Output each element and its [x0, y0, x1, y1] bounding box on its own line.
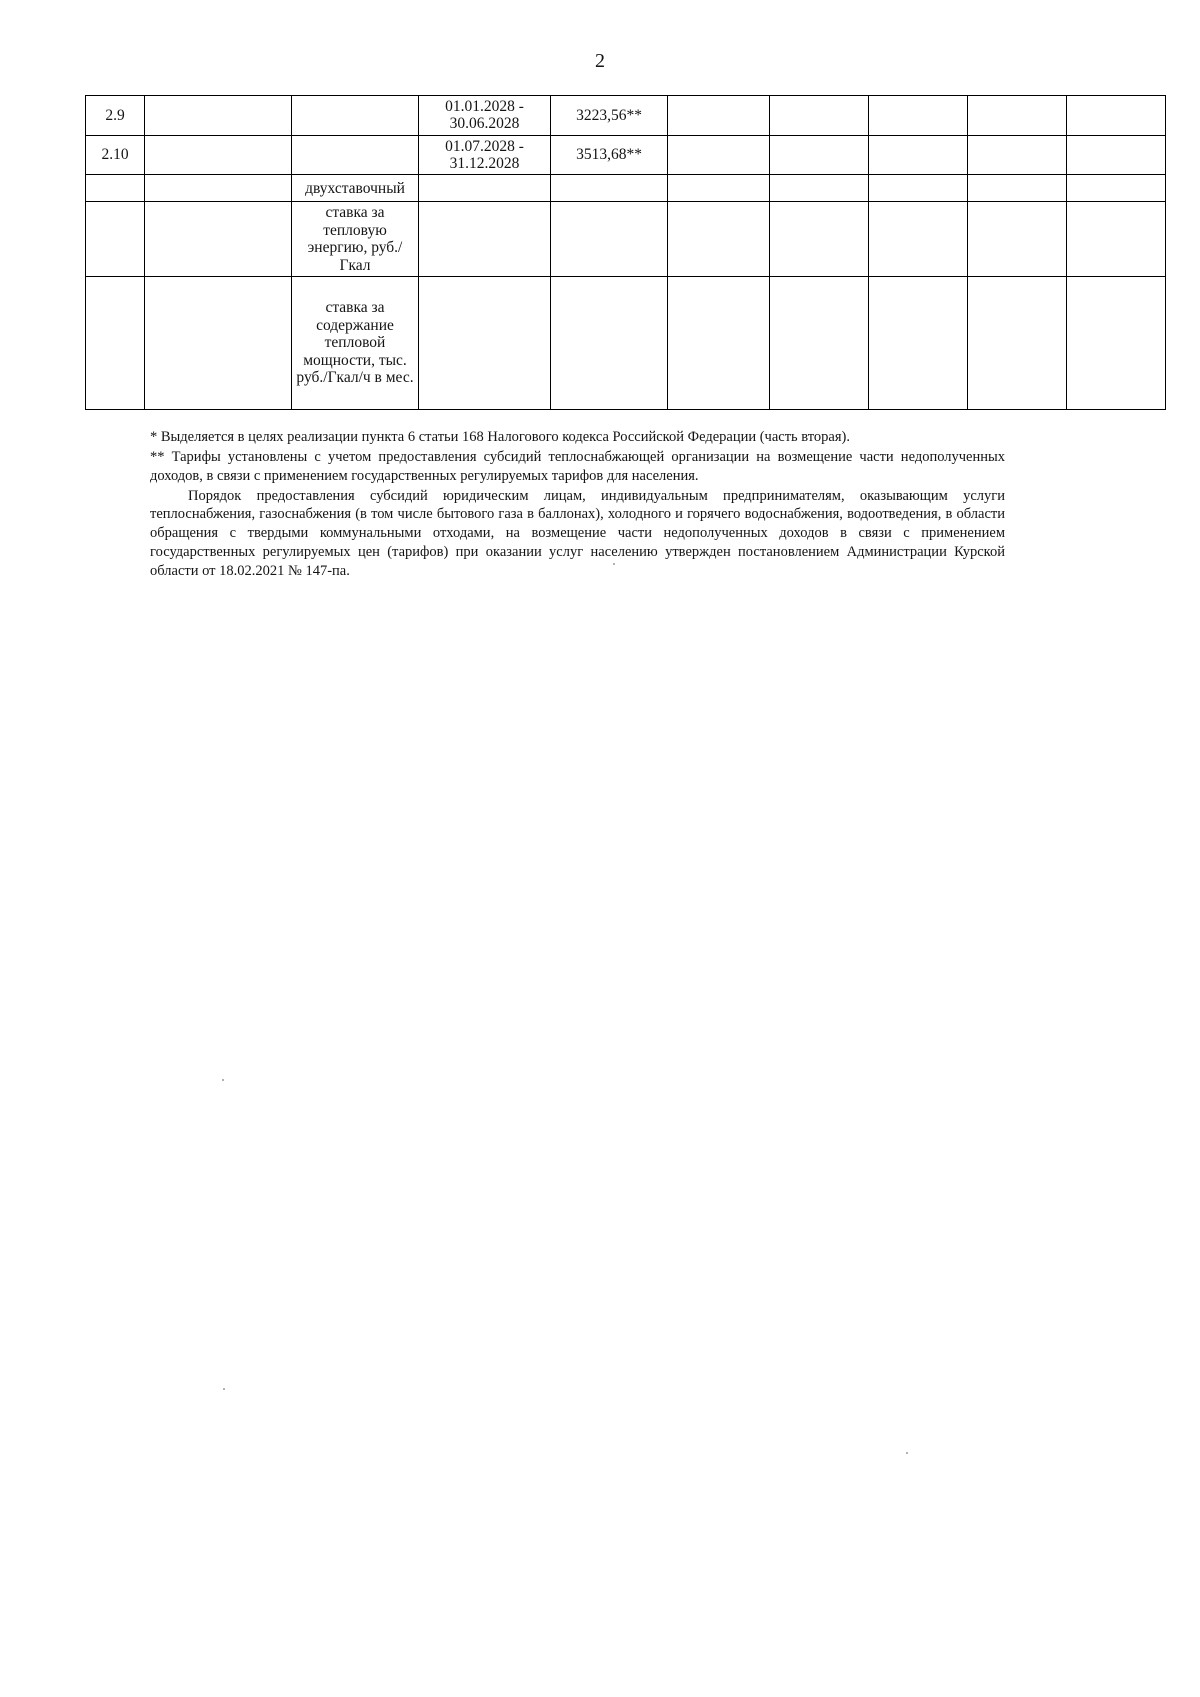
cell-extra-5	[1067, 96, 1166, 136]
cell-extra-1	[668, 96, 770, 136]
cell-period	[419, 175, 551, 202]
page-number: 2	[595, 50, 605, 72]
cell-extra-3	[869, 276, 968, 409]
cell-extra-2	[770, 96, 869, 136]
table-row	[86, 276, 1166, 409]
cell-type: двухставочный	[292, 175, 419, 202]
cell-name	[145, 135, 292, 175]
cell-extra-4	[968, 175, 1067, 202]
cell-extra-5	[1067, 202, 1166, 276]
footnote-2: ** Тарифы установлены с учетом предоставления субсидий теплоснабжающей организации на возмещение части недополученных доходов, в связи с применением государственных регулируемых тарифов для населения.	[150, 448, 1005, 484]
scan-speck	[222, 1079, 224, 1081]
cell-type: ставка за тепловую энергию, руб./Гкал	[292, 202, 419, 276]
cell-extra-1	[668, 135, 770, 175]
cell-name	[145, 276, 292, 409]
tariff-table	[85, 95, 1166, 410]
cell-name	[145, 175, 292, 202]
cell-number	[86, 175, 145, 202]
cell-period	[419, 202, 551, 276]
scan-speck	[906, 1452, 908, 1454]
cell-type	[292, 96, 419, 136]
table-row	[86, 175, 1166, 202]
cell-type	[292, 135, 419, 175]
cell-number: 2.10	[86, 135, 145, 175]
cell-value: 3513,68**	[551, 135, 668, 175]
cell-extra-3	[869, 96, 968, 136]
cell-name	[145, 96, 292, 136]
cell-extra-5	[1067, 175, 1166, 202]
cell-period	[419, 276, 551, 409]
cell-extra-2	[770, 175, 869, 202]
cell-extra-4	[968, 135, 1067, 175]
cell-extra-4	[968, 276, 1067, 409]
cell-extra-3	[869, 135, 968, 175]
cell-extra-2	[770, 135, 869, 175]
scan-speck	[613, 563, 615, 565]
table-row	[86, 96, 1166, 136]
cell-extra-3	[869, 175, 968, 202]
cell-extra-1	[668, 175, 770, 202]
cell-value	[551, 175, 668, 202]
cell-extra-5	[1067, 135, 1166, 175]
table-row	[86, 202, 1166, 276]
cell-value	[551, 202, 668, 276]
footnote-1: * Выделяется в целях реализации пункта 6 статьи 168 Налогового кодекса Российской Федерации (часть вторая).	[150, 429, 850, 445]
cell-period: 01.01.2028 - 30.06.2028	[419, 96, 551, 136]
cell-extra-3	[869, 202, 968, 276]
cell-extra-1	[668, 276, 770, 409]
cell-value: 3223,56**	[551, 96, 668, 136]
cell-number	[86, 202, 145, 276]
cell-extra-4	[968, 202, 1067, 276]
cell-extra-1	[668, 202, 770, 276]
cell-extra-2	[770, 276, 869, 409]
cell-type: ставка за содержание тепловой мощности, тыс. руб./Гкал/ч в мес.	[292, 276, 419, 409]
cell-period: 01.07.2028 - 31.12.2028	[419, 135, 551, 175]
footnotes	[150, 428, 1005, 582]
cell-extra-5	[1067, 276, 1166, 409]
cell-value	[551, 276, 668, 409]
cell-number	[86, 276, 145, 409]
cell-extra-2	[770, 202, 869, 276]
cell-name	[145, 202, 292, 276]
cell-number: 2.9	[86, 96, 145, 136]
cell-extra-4	[968, 96, 1067, 136]
scan-speck	[223, 1388, 225, 1390]
footnote-3: Порядок предоставления субсидий юридическим лицам, индивидуальным предпринимателям, оказывающим услуги теплоснабжения, газоснабжения (в том числе бытового газа в баллонах), холодного и горячего водоснабжения, водоотведения, в области обращения с твердыми коммунальными отходами, на возмещение части недополученных доходов в связи с применением государственных регулируемых цен (тарифов) при оказании услуг населению утвержден постановлением Администрации Курской области от 18.02.2021 № 147-па.	[150, 487, 1005, 579]
table-row	[86, 135, 1166, 175]
